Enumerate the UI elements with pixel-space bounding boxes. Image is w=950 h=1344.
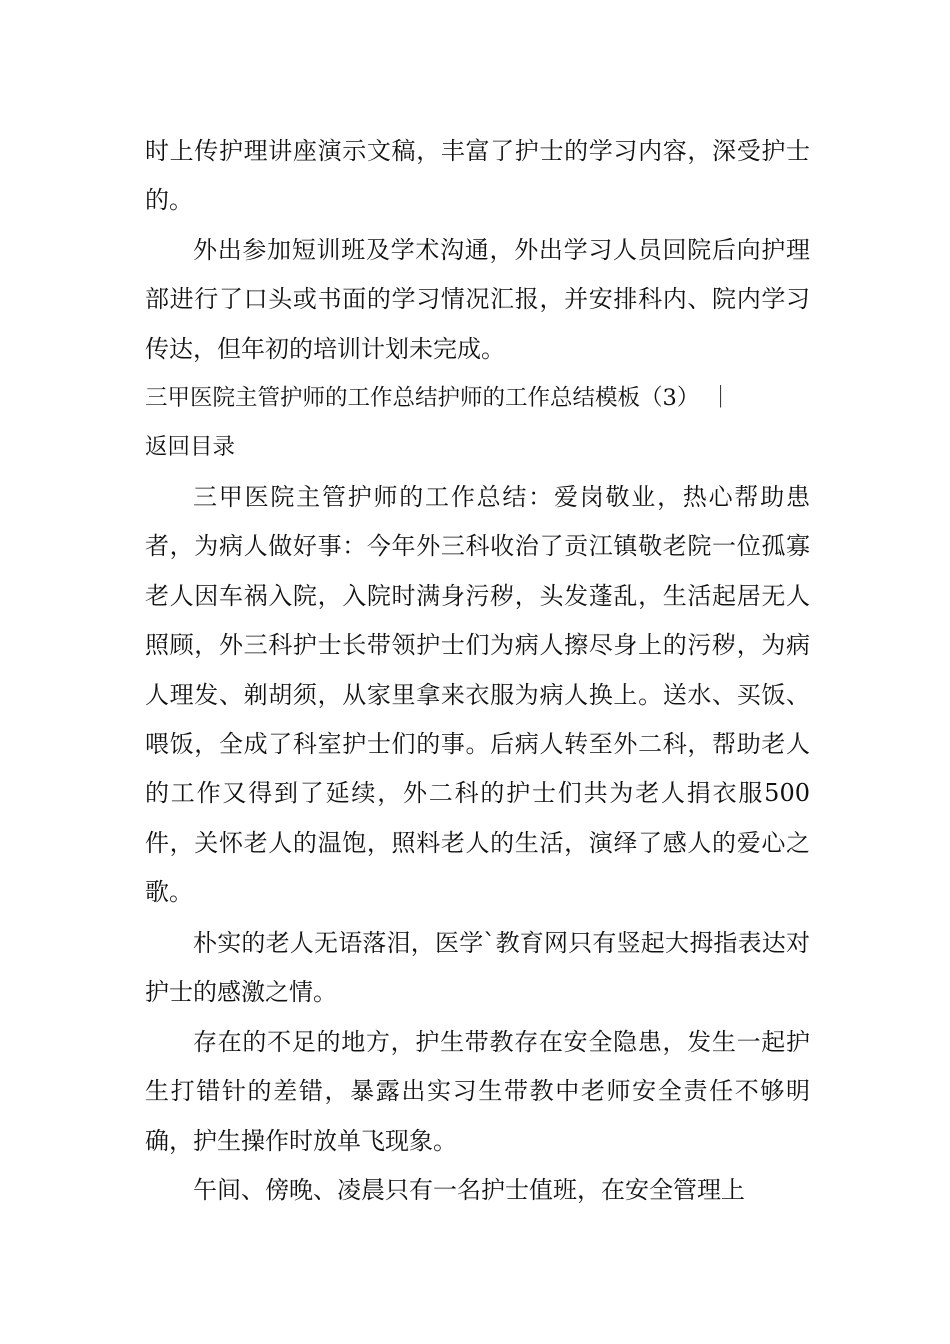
section-heading (145, 374, 815, 472)
paragraph-gratitude: 朴实的老人无语落泪，医学`教育网只有竖起大拇指表达对护士的感激之情。 (145, 929, 810, 1007)
paragraph-training: 外出参加短训班及学术沟通，外出学习人员回院后向护理部进行了口头或书面的学习情况汇报，并安排科内、院内学习传达，但年初的培训计划未完成。 (145, 236, 810, 363)
paragraph-continuation: 时上传护理讲座演示文稿，丰富了护士的学习内容，深受护士的。 (145, 137, 810, 215)
section-title: 三甲医院主管护师的工作总结护师的工作总结模板（3） (145, 385, 700, 411)
paragraph-summary: 三甲医院主管护师的工作总结：爱岗敬业，热心帮助患者，为病人做好事：今年外三科收治了贡江镇敬老院一位孤寡老人因车祸入院，入院时满身污秽，头发蓬乱，生活起居无人照顾，外三科护士长带领护士们为病人擦尽身上的污秽，为病人理发、剃胡须，从家里拿来衣服为病人换上。送水、买饭、喂饭，全成了科室护士们的事。后病人转至外二科，帮助老人的工作又得到了延续，外二科的护士们共为老人捐衣服500件，关怀老人的温饱，照料老人的生活，演绎了感人的爱心之歌。 (145, 483, 810, 907)
paragraph-shortcomings: 存在的不足的地方，护生带教存在安全隐患，发生一起护生打错针的差错，暴露出实习生带教中老师安全责任不够明确，护生操作时放单飞现象。 (145, 1028, 810, 1155)
paragraph-night-shift: 午间、傍晚、凌晨只有一名护士值班，在安全管理上 (193, 1176, 745, 1204)
back-to-contents-link[interactable]: 返回目录 (145, 434, 236, 460)
heading-separator: ｜ (709, 385, 732, 411)
